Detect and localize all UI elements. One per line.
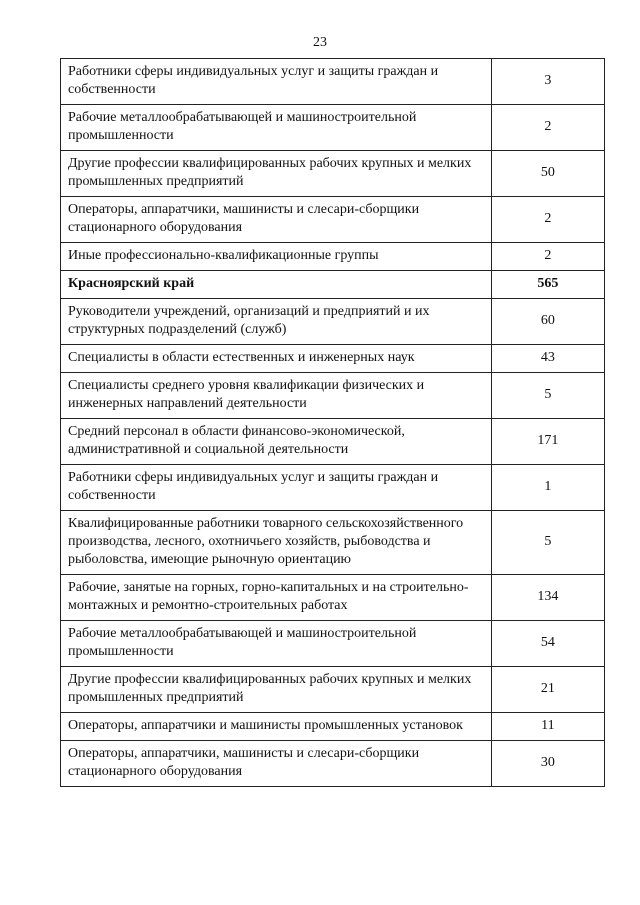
table-row	[61, 197, 605, 243]
row-label: Операторы, аппаратчики, машинисты и слесари-сборщики стационарного оборудования	[61, 197, 492, 243]
row-value: 2	[491, 197, 604, 243]
row-value: 60	[491, 299, 604, 345]
row-label: Другие профессии квалифицированных рабочих крупных и мелких промышленных предприятий	[61, 667, 492, 713]
row-value: 2	[491, 105, 604, 151]
row-value: 1	[491, 465, 604, 511]
row-label: Другие профессии квалифицированных рабочих крупных и мелких промышленных предприятий	[61, 151, 492, 197]
table-row	[61, 713, 605, 741]
row-label: Квалифицированные работники товарного сельскохозяйственного производства, лесного, охотничьего хозяйств, рыбоводства и рыболовства, имеющие рыночную ориентацию	[61, 511, 492, 575]
table-row	[61, 243, 605, 271]
row-value: 171	[491, 419, 604, 465]
region-total: 565	[491, 271, 604, 299]
table-row	[61, 373, 605, 419]
row-label: Операторы, аппаратчики, машинисты и слесари-сборщики стационарного оборудования	[61, 741, 492, 787]
table-row	[61, 575, 605, 621]
table-row	[61, 59, 605, 105]
row-value: 3	[491, 59, 604, 105]
table-row	[61, 465, 605, 511]
row-value: 30	[491, 741, 604, 787]
table-row	[61, 345, 605, 373]
row-value: 43	[491, 345, 604, 373]
table-row	[61, 151, 605, 197]
row-value: 134	[491, 575, 604, 621]
row-label: Рабочие металлообрабатывающей и машиностроительной промышленности	[61, 621, 492, 667]
row-label: Иные профессионально-квалификационные группы	[61, 243, 492, 271]
table-row	[61, 621, 605, 667]
row-label: Специалисты в области естественных и инженерных наук	[61, 345, 492, 373]
row-value: 2	[491, 243, 604, 271]
row-label: Работники сферы индивидуальных услуг и защиты граждан и собственности	[61, 59, 492, 105]
table-row	[61, 741, 605, 787]
page-number: 23	[313, 35, 327, 50]
row-label: Операторы, аппаратчики и машинисты промышленных установок	[61, 713, 492, 741]
row-value: 21	[491, 667, 604, 713]
table-row	[61, 105, 605, 151]
table-row	[61, 419, 605, 465]
row-value: 50	[491, 151, 604, 197]
row-label: Рабочие, занятые на горных, горно-капитальных и на строительно-монтажных и ремонтно-строительных работах	[61, 575, 492, 621]
profession-table	[60, 58, 605, 787]
row-label: Работники сферы индивидуальных услуг и защиты граждан и собственности	[61, 465, 492, 511]
row-label: Специалисты среднего уровня квалификации физических и инженерных направлений деятельности	[61, 373, 492, 419]
table-row	[61, 667, 605, 713]
table-row	[61, 511, 605, 575]
table-row	[61, 299, 605, 345]
row-label: Рабочие металлообрабатывающей и машиностроительной промышленности	[61, 105, 492, 151]
row-value: 5	[491, 511, 604, 575]
row-value: 5	[491, 373, 604, 419]
region-name: Красноярский край	[61, 271, 492, 299]
row-label: Руководители учреждений, организаций и предприятий и их структурных подразделений (служб)	[61, 299, 492, 345]
row-value: 11	[491, 713, 604, 741]
region-header-row	[61, 271, 605, 299]
row-value: 54	[491, 621, 604, 667]
row-label: Средний персонал в области финансово-экономической, административной и социальной деятельности	[61, 419, 492, 465]
